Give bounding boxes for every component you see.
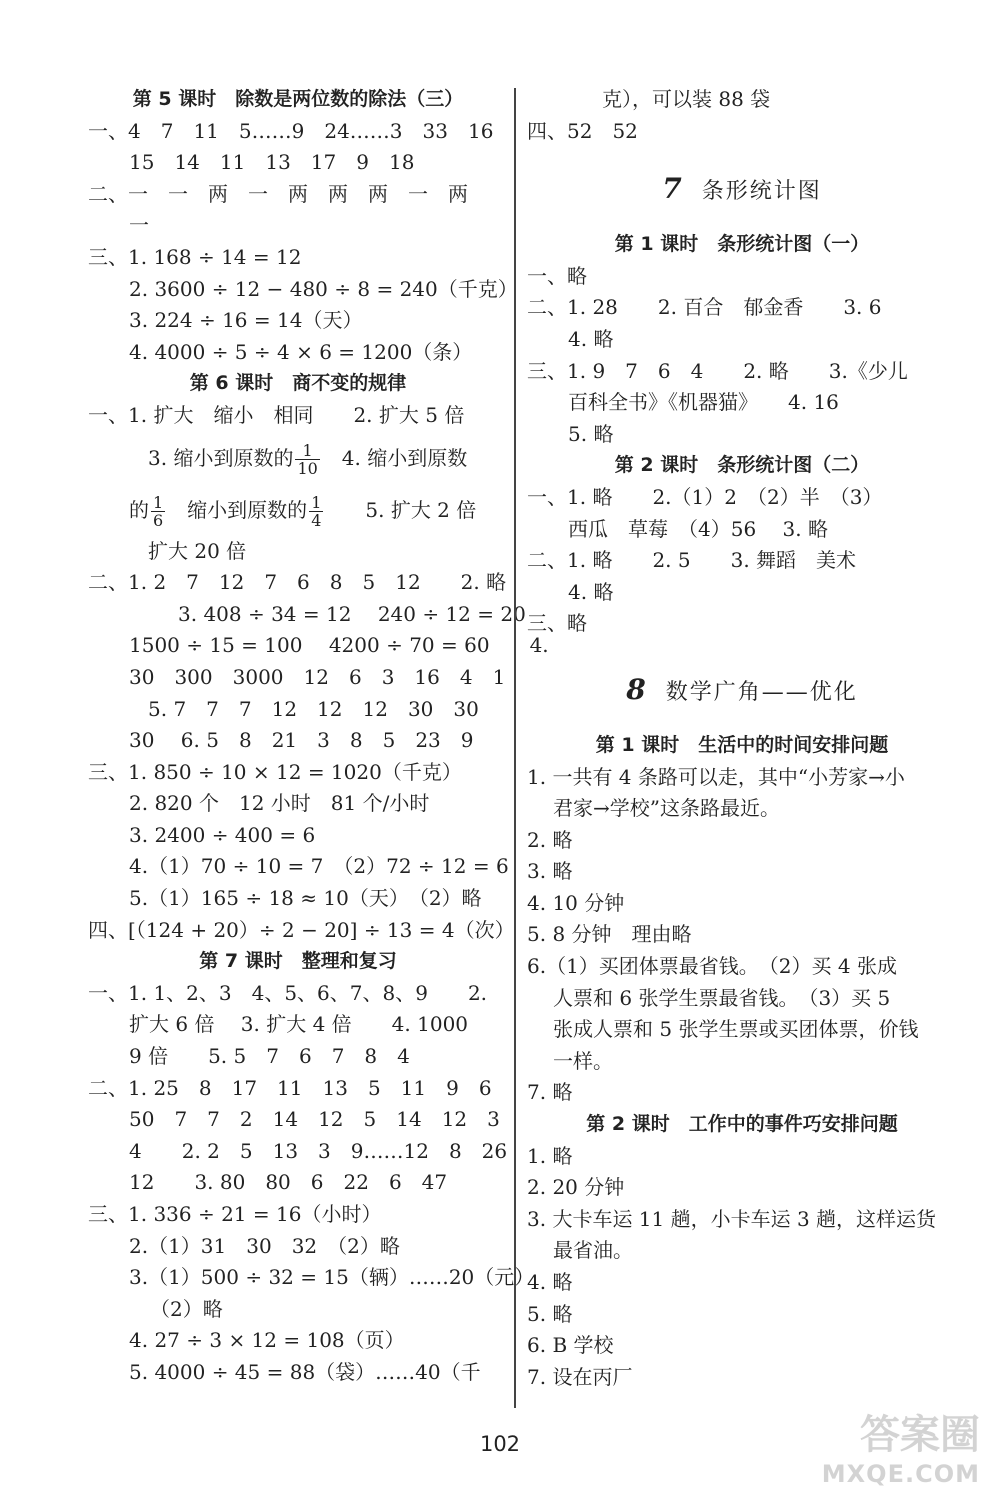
- fraction: [309, 494, 323, 529]
- answer-line: 3. 408 ÷ 34 = 12 240 ÷ 12 = 20: [178, 601, 526, 626]
- answer-text: 的: [129, 497, 149, 522]
- answer-line: 3.（1）500 ÷ 32 = 15（辆）……20（元）: [129, 1265, 535, 1290]
- column-divider: [514, 88, 516, 1408]
- answer-line: 2. 20 分钟: [527, 1175, 625, 1200]
- answer-line: 三、1. 168 ÷ 14 = 12: [88, 244, 302, 269]
- answer-line: 最省油。: [553, 1238, 633, 1263]
- answer-line: 4. 略: [568, 326, 614, 351]
- answer-line: 二、1. 28 2. 百合 郁金香 3. 6: [527, 295, 882, 320]
- section-title: 第 7 课时 整理和复习: [199, 950, 397, 973]
- chapter-title: 数学广角——优化: [665, 679, 858, 705]
- answer-line: 二、1. 略 2. 5 3. 舞蹈 美术: [527, 548, 857, 573]
- answer-line: 6.（1）买团体票最省钱。 （2）买 4 张成: [527, 954, 897, 979]
- answer-line: 4.（1）70 ÷ 10 = 7 （2）72 ÷ 12 = 6: [129, 854, 509, 879]
- answer-line: 4. 4000 ÷ 5 ÷ 4 × 6 = 1200（条）: [129, 339, 473, 364]
- answer-line: 四、[（124 + 20）÷ 2 − 20] ÷ 13 = 4（次）: [88, 917, 515, 942]
- answer-text: 4. 缩小到原数: [321, 445, 468, 470]
- answer-line: 三、1. 9 7 6 4 2. 略 3.《少儿: [527, 358, 908, 383]
- answer-line: 3. 略: [527, 859, 573, 884]
- answer-line: 一: [129, 213, 149, 238]
- denominator: 6: [153, 510, 164, 530]
- numerator: 1: [311, 492, 322, 512]
- answer-line: 一、1. 1、2、3 4、5、6、7、8、9 2.: [88, 980, 488, 1005]
- answer-line: 15 14 11 13 17 9 18: [129, 150, 415, 175]
- left-column: [88, 84, 549, 1389]
- section-title: 第 2 课时 条形统计图（二）: [614, 454, 870, 477]
- answer-line: 人票和 6 张学生票最省钱。 （3）买 5: [553, 985, 891, 1010]
- answer-line: 君家→学校”这条路最近。: [553, 796, 780, 821]
- chapter-title: 条形统计图: [701, 179, 822, 205]
- answer-line: 1. 略: [527, 1143, 573, 1168]
- answer-line: 2. 略: [527, 827, 573, 852]
- answer-line: 2. 3600 ÷ 12 − 480 ÷ 8 = 240（千克）: [129, 276, 518, 301]
- answer-line: 4. 略: [527, 1270, 573, 1294]
- answer-line: 扩大 20 倍: [148, 538, 247, 563]
- answer-line: 4. 27 ÷ 3 × 12 = 108（页）: [129, 1328, 405, 1353]
- answer-line: 5. 4000 ÷ 45 = 88（袋）……40（千: [129, 1359, 481, 1384]
- answer-line: 西瓜 草莓 （4）56 3. 略: [568, 516, 828, 541]
- answer-line: 克），可以装 88 袋: [602, 87, 771, 111]
- answer-line: 4. 10 分钟: [527, 890, 625, 915]
- chapter-heading: [527, 159, 957, 219]
- answer-line: 一、略: [527, 263, 587, 288]
- answer-line: 二、1. 25 8 17 11 13 5 11 9 6: [88, 1075, 492, 1100]
- answer-line: 50 7 7 2 14 12 5 14 12 3: [129, 1107, 500, 1132]
- section-title: 第 1 课时 生活中的时间安排问题: [595, 733, 889, 756]
- fraction: [295, 442, 319, 477]
- answer-line: 5. 略: [568, 421, 614, 446]
- answer-line-fraction: [88, 432, 508, 484]
- chapter-number: 7: [662, 172, 682, 206]
- denominator: 10: [297, 458, 318, 478]
- answer-line: 5. 8 分钟 理由略: [527, 922, 692, 947]
- answer-line: （2）略: [150, 1296, 223, 1321]
- answer-line: 9 倍 5. 5 7 6 7 8 4: [129, 1044, 410, 1069]
- chapter-number: 8: [626, 672, 646, 706]
- answer-line: 30 6. 5 8 21 3 8 5 23 9: [129, 728, 474, 753]
- answer-line: 三、1. 336 ÷ 21 = 16（小时）: [88, 1202, 382, 1226]
- answer-line: 30 300 3000 12 6 3 16 4 1: [129, 664, 506, 689]
- answer-line: 7. 设在丙厂: [527, 1364, 633, 1389]
- numerator: 1: [295, 442, 319, 460]
- answer-line: 6. B 学校: [527, 1333, 614, 1358]
- answer-line: 四、52 52: [527, 118, 638, 143]
- answer-line: 一、1. 略 2.（1）2 （2）半 （3）: [527, 484, 883, 509]
- answer-line: 1. 一共有 4 条路可以走，其中“小芳家→小: [527, 764, 905, 789]
- answer-line: 二、一 一 两 一 两 两 两 一 两: [88, 181, 468, 206]
- section-title: 第 5 课时 除数是两位数的除法（三）: [132, 88, 464, 110]
- answer-line-fraction: [88, 484, 508, 536]
- answer-line: 3. 2400 ÷ 400 = 6: [129, 822, 316, 847]
- section-title: 第 2 课时 工作中的事件巧安排问题: [586, 1113, 898, 1136]
- answer-line: 张成人票和 5 张学生票或买团体票，价钱: [553, 1017, 919, 1042]
- watermark-url: MXQE.COM: [821, 1460, 980, 1488]
- right-column: [527, 84, 957, 1393]
- answer-line: 一、4 7 11 5……9 24……3 33 16: [88, 118, 494, 143]
- answer-line: 12 3. 80 80 6 22 6 47: [129, 1170, 448, 1195]
- answer-line: 二、1. 2 7 12 7 6 8 5 12 2. 略: [88, 570, 507, 595]
- answer-line: 4 2. 2 5 13 3 9……12 8 26: [129, 1138, 508, 1163]
- answer-line: 7. 略: [527, 1080, 573, 1105]
- answer-line: 1500 ÷ 15 = 100 4200 ÷ 70 = 60 4.: [129, 633, 549, 658]
- answer-line: 5. 7 7 7 12 12 12 30 30: [148, 696, 479, 721]
- section-title: 第 6 课时 商不变的规律: [189, 372, 407, 395]
- answer-line: 一、1. 扩大 缩小 相同 2. 扩大 5 倍: [88, 402, 465, 427]
- answer-line: 一样。: [553, 1048, 613, 1073]
- answer-line: 3. 224 ÷ 16 = 14（天）: [129, 308, 363, 333]
- answer-line: 5. 略: [527, 1301, 573, 1326]
- answer-line: 三、略: [527, 611, 587, 636]
- answer-line: 5.（1）165 ÷ 18 ≈ 10（天） （2）略: [129, 886, 482, 911]
- denominator: 4: [311, 510, 322, 530]
- answer-text: 缩小到原数的: [167, 497, 308, 522]
- watermark-text: 答案圈: [860, 1412, 980, 1458]
- page-number: 102: [479, 1432, 521, 1456]
- answer-line: 3. 大卡车运 11 趟，小卡车运 3 趟，这样运货: [527, 1206, 937, 1231]
- chapter-heading: [527, 660, 957, 720]
- answer-line: 4. 略: [568, 579, 614, 604]
- answer-text: 3. 缩小到原数的: [148, 445, 294, 470]
- answer-line: 百科全书》《机器猫》 4. 16: [568, 390, 839, 415]
- answer-line: 三、1. 850 ÷ 10 × 12 = 1020（千克）: [88, 759, 462, 784]
- watermark-logo: [740, 1403, 980, 1488]
- section-title: 第 1 课时 条形统计图（一）: [614, 233, 870, 256]
- answer-line: 2. 820 个 12 小时 81 个/小时: [129, 791, 430, 816]
- numerator: 1: [153, 492, 164, 512]
- fraction: [151, 494, 165, 529]
- answer-line: 2.（1）31 30 32 （2）略: [129, 1233, 400, 1258]
- answer-text: 5. 扩大 2 倍: [325, 497, 477, 522]
- answer-line: 扩大 6 倍 3. 扩大 4 倍 4. 1000: [129, 1012, 469, 1037]
